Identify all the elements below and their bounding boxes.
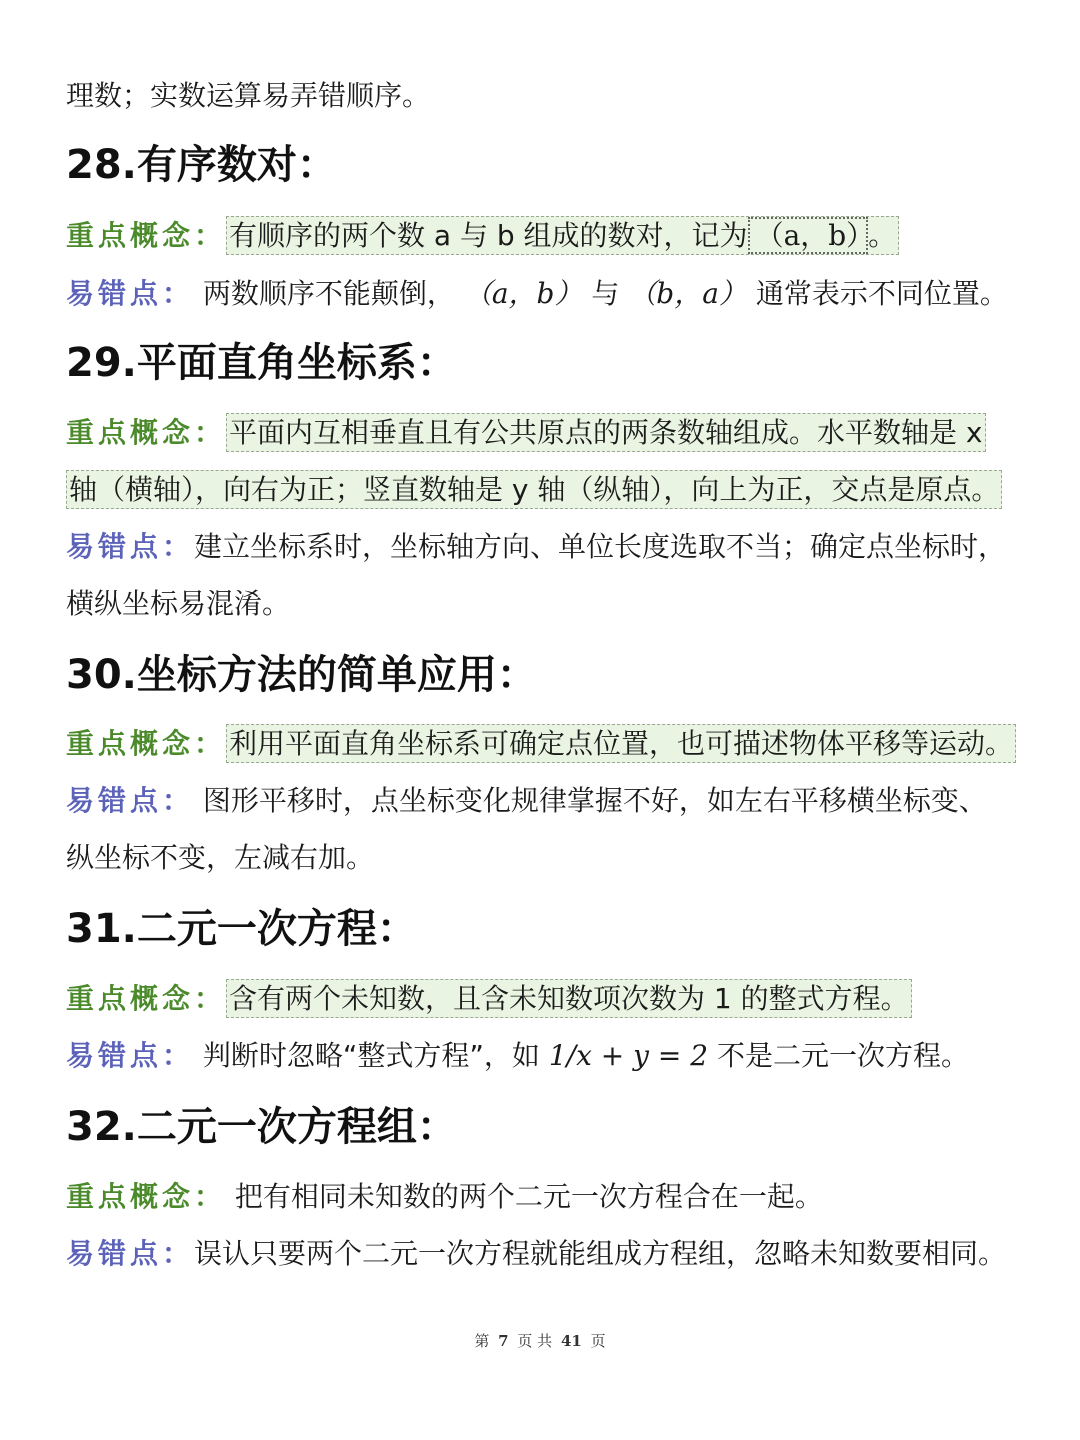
common-error-label: 易错点： bbox=[66, 1237, 195, 1270]
key-concept-label: 重点概念： bbox=[66, 1180, 227, 1213]
key-concept-period: 。 bbox=[868, 219, 897, 252]
page-footer bbox=[0, 1330, 1080, 1351]
section-29-key-concept bbox=[66, 413, 986, 453]
common-error-text: 两数顺序不能颠倒， bbox=[202, 277, 455, 310]
key-concept-label: 重点概念： bbox=[66, 982, 227, 1015]
ordered-pair-notation: （a，b） bbox=[748, 217, 869, 254]
section-29-common-error bbox=[66, 527, 1006, 567]
common-error-text-2: 与 bbox=[591, 277, 620, 310]
intro-text: 理数；实数运算易弄错顺序。 bbox=[66, 79, 431, 112]
section-30-key-concept bbox=[66, 724, 1016, 764]
common-error-text: 误认只要两个二元一次方程就能组成方程组，忽略未知数要相同。 bbox=[194, 1237, 1007, 1270]
footer-page-number: 7 bbox=[498, 1332, 509, 1350]
common-error-text-2: 不是二元一次方程。 bbox=[716, 1039, 969, 1072]
section-28-common-error bbox=[66, 274, 1008, 314]
common-error-label: 易错点： bbox=[66, 1039, 195, 1072]
section-29-heading: 29.平面直角坐标系： bbox=[66, 340, 457, 386]
section-28-key-concept bbox=[66, 216, 899, 256]
key-concept-text: 把有相同未知数的两个二元一次方程合在一起。 bbox=[234, 1180, 823, 1213]
section-29-key-concept-cont bbox=[66, 470, 1002, 510]
common-error-text: 建立坐标系时，坐标轴方向、单位长度选取不当；确定点坐标时， bbox=[194, 530, 1007, 563]
common-error-text-3: 通常表示不同位置。 bbox=[755, 277, 1008, 310]
math-pair-ba: （b，a） bbox=[628, 277, 747, 310]
key-concept-label: 重点概念： bbox=[66, 219, 227, 252]
common-error-text: 判断时忽略“整式方程”，如 bbox=[202, 1039, 540, 1072]
footer-suffix: 页 bbox=[590, 1332, 606, 1350]
section-29-common-error-cont: 横纵坐标易混淆。 bbox=[66, 587, 291, 620]
section-32-heading: 32.二元一次方程组： bbox=[66, 1104, 457, 1150]
footer-mid: 页 共 bbox=[517, 1332, 553, 1350]
key-concept-text-cont: 轴（横轴），向右为正；竖直数轴是 y 轴（纵轴），向上为正，交点是原点。 bbox=[66, 470, 1002, 509]
key-concept-text: 利用平面直角坐标系可确定点位置，也可描述物体平移等运动。 bbox=[226, 724, 1016, 763]
key-concept-label: 重点概念： bbox=[66, 416, 227, 449]
section-31-key-concept bbox=[66, 979, 912, 1019]
section-30-common-error bbox=[66, 781, 987, 821]
section-30-common-error-cont: 纵坐标不变，左减右加。 bbox=[66, 841, 375, 874]
key-concept-text: 有顺序的两个数 a 与 b 组成的数对，记为 bbox=[229, 219, 748, 252]
math-pair-ab: （a，b） bbox=[463, 277, 583, 310]
common-error-text: 图形平移时，点坐标变化规律掌握不好，如左右平移横坐标变、 bbox=[202, 784, 987, 817]
common-error-label: 易错点： bbox=[66, 530, 195, 563]
footer-prefix: 第 bbox=[474, 1332, 490, 1350]
section-31-common-error bbox=[66, 1036, 969, 1076]
section-31-heading: 31.二元一次方程： bbox=[66, 906, 417, 952]
key-concept-label: 重点概念： bbox=[66, 727, 227, 760]
section-32-key-concept bbox=[66, 1177, 823, 1217]
key-concept-text: 平面内互相垂直且有公共原点的两条数轴组成。水平数轴是 x bbox=[226, 413, 985, 452]
key-concept-text: 含有两个未知数，且含未知数项次数为 1 的整式方程。 bbox=[226, 979, 912, 1018]
key-concept-highlight bbox=[226, 216, 899, 255]
section-32-common-error bbox=[66, 1234, 1006, 1274]
section-30-heading: 30.坐标方法的简单应用： bbox=[66, 652, 537, 698]
footer-total-pages: 41 bbox=[560, 1332, 582, 1350]
common-error-label: 易错点： bbox=[66, 784, 195, 817]
section-28-heading: 28.有序数对： bbox=[66, 142, 337, 188]
math-expression: 1/x + y = 2 bbox=[548, 1039, 709, 1072]
common-error-label: 易错点： bbox=[66, 277, 195, 310]
